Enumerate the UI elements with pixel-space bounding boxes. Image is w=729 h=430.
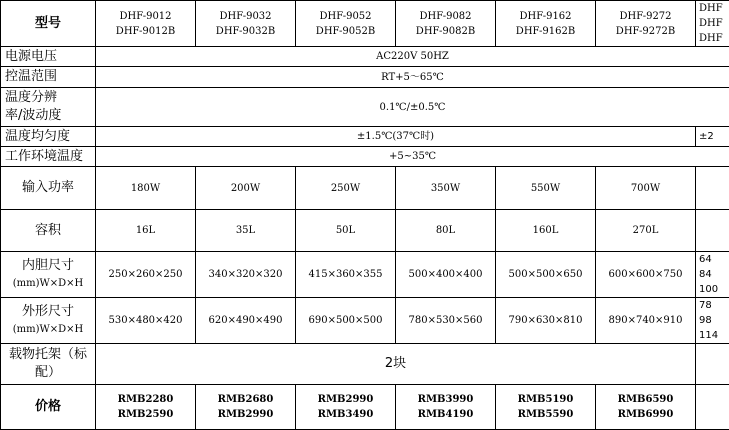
- price-value: RMB5190 RMB5590: [496, 385, 596, 430]
- volume-value: 80L: [396, 210, 496, 252]
- power-label: 输入功率: [1, 167, 96, 210]
- outer-dims-value: 890×740×910: [596, 298, 696, 344]
- model-cell: DHF-9082 DHF-9082B: [396, 1, 496, 47]
- price-row: [1, 385, 729, 430]
- uniformity-value: ±1.5℃(37℃时): [96, 127, 696, 147]
- volume-value: 16L: [96, 210, 196, 252]
- price-value: RMB6590 RMB6990: [596, 385, 696, 430]
- voltage-value: AC220V 50HZ: [96, 47, 729, 67]
- power-value: 700W: [596, 167, 696, 210]
- inner-dims-value: 340×320×320: [196, 252, 296, 298]
- inner-dims-value-clipped: 64 84 100: [696, 252, 729, 298]
- inner-dims-label: 内胆尺寸 (mm)W×D×H: [1, 252, 96, 298]
- model-cell: DHF-9052 DHF-9052B: [296, 1, 396, 47]
- model-cell: DHF-9272 DHF-9272B: [596, 1, 696, 47]
- voltage-label: 电源电压: [1, 47, 96, 67]
- outer-dims-label: 外形尺寸 (mm)W×D×H: [1, 298, 96, 344]
- ambient-row: [1, 147, 729, 167]
- inner-dims-value: 500×400×400: [396, 252, 496, 298]
- power-value: 180W: [96, 167, 196, 210]
- power-value: 200W: [196, 167, 296, 210]
- power-value: 250W: [296, 167, 396, 210]
- shelf-label: 载物托架（标 配）: [1, 344, 96, 385]
- price-value: RMB2680 RMB2990: [196, 385, 296, 430]
- power-value: 350W: [396, 167, 496, 210]
- inner-dims-value: 415×360×355: [296, 252, 396, 298]
- outer-dims-value: 690×500×500: [296, 298, 396, 344]
- volume-value: 270L: [596, 210, 696, 252]
- inner-dims-row: [1, 252, 729, 298]
- temp-range-label: 控温范围: [1, 67, 96, 88]
- volume-value: 160L: [496, 210, 596, 252]
- uniformity-row: [1, 127, 729, 147]
- inner-dims-value: 600×600×750: [596, 252, 696, 298]
- inner-dims-value: 500×500×650: [496, 252, 596, 298]
- uniformity-value-clipped: ±2: [696, 127, 729, 147]
- model-header-label: 型号: [1, 1, 96, 47]
- volume-row: [1, 210, 729, 252]
- uniformity-label: 温度均匀度: [1, 127, 96, 147]
- outer-dims-value: 780×530×560: [396, 298, 496, 344]
- ambient-value: +5~35℃: [96, 147, 729, 167]
- ambient-label: 工作环境温度: [1, 147, 96, 167]
- model-cell-clipped: DHF DHF DHF: [696, 1, 729, 47]
- shelf-row: [1, 344, 729, 385]
- power-value-clipped: [696, 167, 729, 210]
- model-cell: DHF-9162 DHF-9162B: [496, 1, 596, 47]
- power-row: [1, 167, 729, 210]
- temp-range-row: [1, 67, 729, 88]
- outer-dims-value: 790×630×810: [496, 298, 596, 344]
- price-value: RMB2990 RMB3490: [296, 385, 396, 430]
- volume-value: 35L: [196, 210, 296, 252]
- model-cell: DHF-9032 DHF-9032B: [196, 1, 296, 47]
- price-value: RMB2280 RMB2590: [96, 385, 196, 430]
- inner-dims-value: 250×260×250: [96, 252, 196, 298]
- outer-dims-value: 620×490×490: [196, 298, 296, 344]
- voltage-row: [1, 47, 729, 67]
- resolution-value: 0.1℃/±0.5℃: [96, 88, 729, 127]
- price-value-clipped: [696, 385, 729, 430]
- volume-value-clipped: [696, 210, 729, 252]
- resolution-label: 温度分辨 率/波动度: [1, 88, 96, 127]
- outer-dims-value-clipped: 78 98 114: [696, 298, 729, 344]
- shelf-value-clipped: [696, 344, 729, 385]
- outer-dims-value: 530×480×420: [96, 298, 196, 344]
- outer-dims-row: [1, 298, 729, 344]
- temp-range-value: RT+5～65℃: [96, 67, 729, 88]
- resolution-row: [1, 88, 729, 127]
- price-value: RMB3990 RMB4190: [396, 385, 496, 430]
- price-label: 价格: [1, 385, 96, 430]
- volume-value: 50L: [296, 210, 396, 252]
- shelf-value: 2块: [96, 344, 696, 385]
- volume-label: 容积: [1, 210, 96, 252]
- header-row: [1, 1, 729, 47]
- power-value: 550W: [496, 167, 596, 210]
- model-cell: DHF-9012 DHF-9012B: [96, 1, 196, 47]
